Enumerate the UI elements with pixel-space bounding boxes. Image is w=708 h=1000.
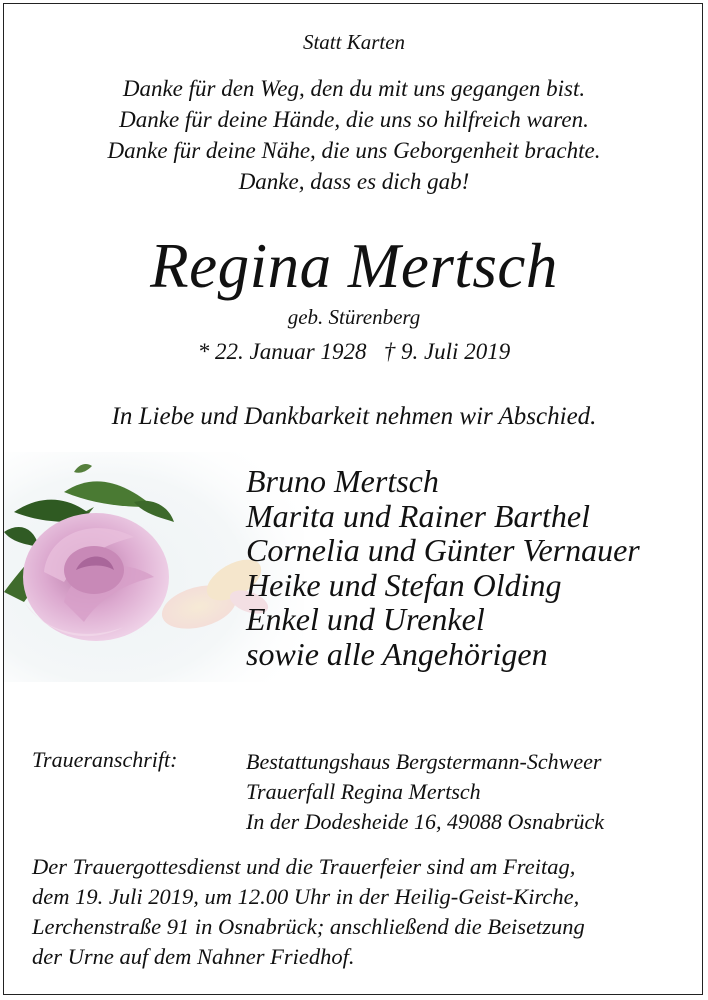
mourner: Heike und Stefan Olding <box>246 566 562 603</box>
service-line: Der Trauergottesdienst und die Trauerfeier sind am Freitag, <box>32 854 576 879</box>
mourner: Enkel und Urenkel <box>246 601 485 637</box>
mourner: Bruno Mertsch <box>246 463 439 499</box>
service-line: dem 19. Juli 2019, um 12.00 Uhr in der Heilig-Geist-Kirche, <box>32 884 580 909</box>
poem-line: Danke für deine Nähe, die uns Geborgenheit brachte. <box>107 138 601 163</box>
mourners-list <box>246 464 640 671</box>
address-line: In der Dodesheide 16, 49088 Osnabrück <box>246 809 605 834</box>
maiden-name: geb. Stürenberg <box>287 305 421 329</box>
address-line: Bestattungshaus Bergstermann-Schweer <box>246 749 602 774</box>
mourning-address <box>246 747 604 837</box>
mourner: Marita und Rainer Barthel <box>246 497 590 534</box>
address-line: Trauerfall Regina Mertsch <box>246 779 481 804</box>
poem <box>0 73 708 197</box>
service-line: der Urne auf dem Nahner Friedhof. <box>32 944 355 969</box>
farewell-text: In Liebe und Dankbarkeit nehmen wir Abschied. <box>111 403 597 430</box>
poem-line: Danke für den Weg, den du mit uns gegangen bist. <box>122 76 586 101</box>
mourner: Cornelia und Günter Vernauer <box>246 532 640 568</box>
poem-line: Danke, dass es dich gab! <box>238 169 470 194</box>
service-info <box>32 852 682 972</box>
deceased-name: Regina Mertsch <box>150 231 558 301</box>
header-text: Statt Karten <box>302 30 406 54</box>
life-dates: * 22. Januar 1928 † 9. Juli 2019 <box>197 339 511 364</box>
address-label: Traueranschrift: <box>32 747 178 772</box>
mourner: sowie alle Angehörigen <box>246 635 548 672</box>
poem-line: Danke für deine Hände, die uns so hilfreich waren. <box>119 107 589 132</box>
service-line: Lerchenstraße 91 in Osnabrück; anschließend die Beisetzung <box>32 914 585 939</box>
